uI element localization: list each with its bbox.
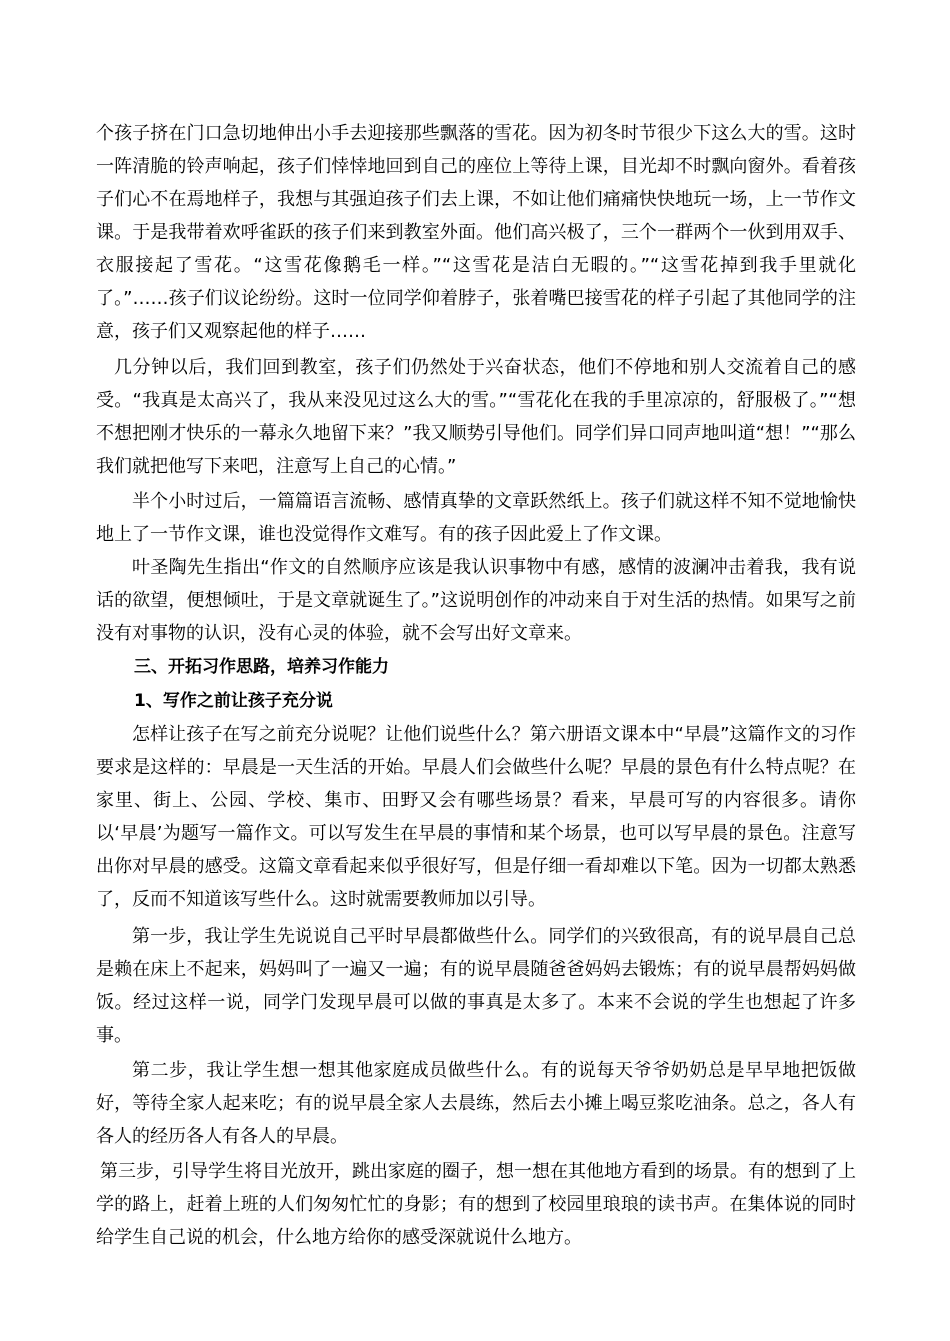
subsection-heading: 1、写作之前让孩子充分说 [134, 691, 333, 711]
paragraph-snow-outdoor: 个孩子挤在门口急切地伸出小手去迎接那些飘落的雪花。因为初冬时节很少下这么大的雪。这时一阵清脆的铃声响起，孩子们悻悻地回到自己的座位上等待上课，目光却不时飘向窗外。看着孩子们心不在焉地样子，我想与其强迫孩子们去上课，不如让他们痛痛快快地玩一场，上一节作文课。于是我带着欢呼雀跃的孩子们来到教室外面。他们高兴极了，三个一群两个一伙到用双手、衣服接起了雪花。“这雪花像鹅毛一样。”“这雪花是洁白无暇的。”“这雪花掉到我手里就化了。”……孩子们议论纷纷。这时一位同学仰着脖子，张着嘴巴接雪花的样子引起了其他同学的注意，孩子们又观察起他的样子…… [96, 123, 856, 342]
paragraph-back-to-classroom: 几分钟以后，我们回到教室，孩子们仍然处于兴奋状态，他们不停地和别人交流着自己的感受。“我真是太高兴了，我从来没见过这么大的雪。”“雪花化在我的手里凉凉的，舒服极了。”“想不想把刚才快乐的一幕永久地留下来？”我又顺势引导他们。同学们异口同声地叫道“想！”“那么我们就把他写下来吧，注意写上自己的心情。” [96, 357, 856, 477]
paragraph-step-one: 第一步，我让学生先说说自己平时早晨都做些什么。同学们的兴致很高，有的说早晨自己总是赖在床上不起来，妈妈叫了一遍又一遍；有的说早晨随爸爸妈妈去锻炼；有的说早晨帮妈妈做饭。经过这样一说，同学门发现早晨可以做的事真是太多了。本来不会说的学生也想起了许多事。 [96, 926, 856, 1046]
paragraph-step-three: 第三步，引导学生将目光放开，跳出家庭的圈子，想一想在其他地方看到的场景。有的想到了上学的路上，赶着上班的人们匆匆忙忙的身影；有的想到了校园里琅琅的读书声。在集体说的同时给学生自己说的机会，什么地方给你的感受深就说什么地方。 [96, 1161, 856, 1248]
section-heading: 三、开拓习作思路，培养习作能力 [134, 657, 389, 677]
paragraph-half-hour-later: 半个小时过后，一篇篇语言流畅、感情真挚的文章跃然纸上。孩子们就这样不知不觉地愉快地上了一节作文课，谁也没觉得作文难写。有的孩子因此爱上了作文课。 [96, 491, 856, 545]
paragraph-ye-shengtao-quote: 叶圣陶先生指出“作文的自然顺序应该是我认识事物中有感，感情的波澜冲击着我，我有说话的欲望，便想倾吐，于是文章就诞生了。”这说明创作的冲动来自于对生活的热情。如果写之前没有对事物的认识，没有心灵的体验，就不会写出好文章来。 [96, 557, 856, 644]
paragraph-morning-essay: 怎样让孩子在写之前充分说呢？让他们说些什么？第六册语文课本中“早晨”这篇作文的习作要求是这样的：早晨是一天生活的开始。早晨人们会做些什么呢？早晨的景色有什么特点呢？在家里、街上、公园、学校、集市、田野又会有哪些场景？看来，早晨可写的内容很多。请你以‘早晨’为题写一篇作文。可以写发生在早晨的事情和某个场景，也可以写早晨的景色。注意写出你对早晨的感受。这篇文章看起来似乎很好写，但是仔细一看却难以下笔。因为一切都太熟悉了，反而不知道该写些什么。这时就需要教师加以引导。 [96, 724, 856, 910]
paragraph-step-two: 第二步，我让学生想一想其他家庭成员做些什么。有的说每天爷爷奶奶总是早早地把饭做好，等待全家人起来吃；有的说早晨全家人去晨练，然后去小摊上喝豆浆吃油条。总之，各人有各人的经历各人有各人的早晨。 [96, 1060, 856, 1147]
